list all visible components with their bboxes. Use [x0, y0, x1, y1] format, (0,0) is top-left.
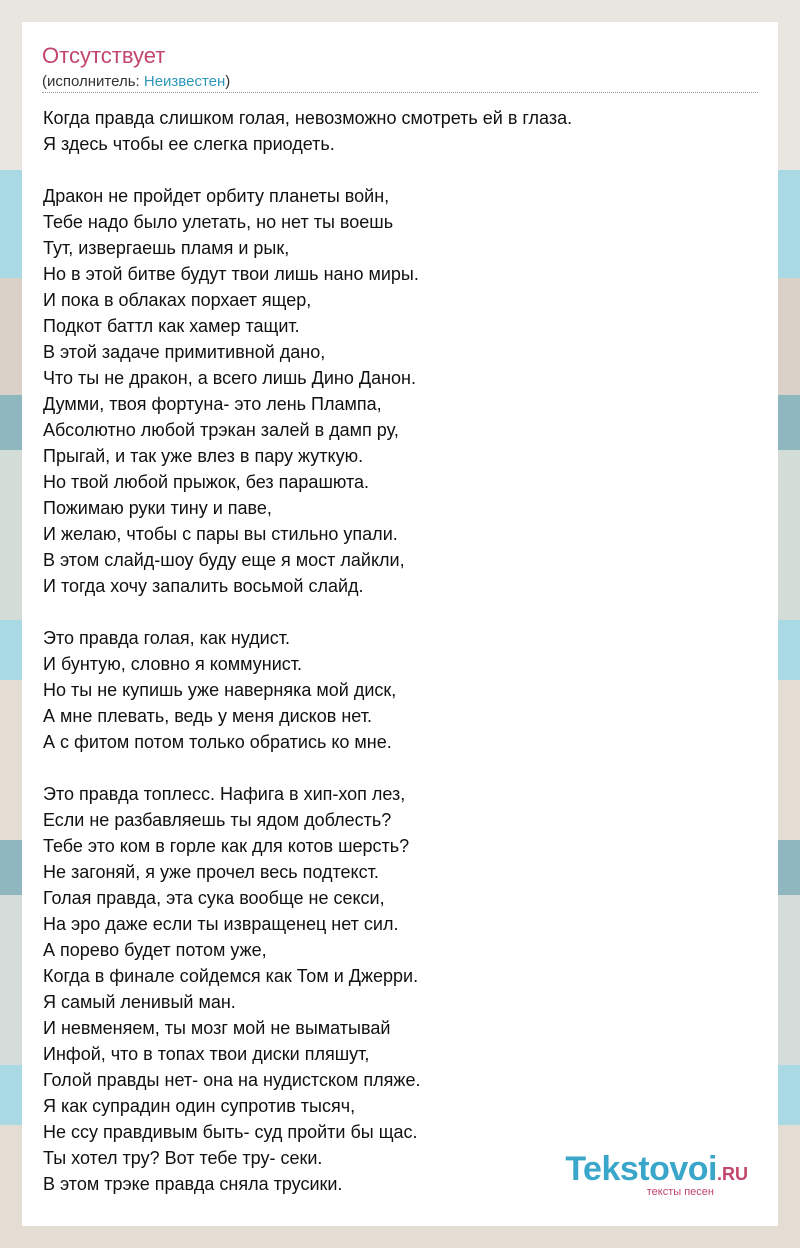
lyrics-line: Это правда голая, как нудист.	[43, 628, 290, 648]
lyrics-line: Голая правда, эта сука вообще не секси,	[43, 888, 385, 908]
logo-name: Tekstovoi	[565, 1150, 717, 1188]
lyrics-line: Голой правды нет- она на нудистском пляже.	[43, 1070, 421, 1090]
lyrics-line: Но в этой битве будут твои лишь нано миры.	[43, 264, 419, 284]
lyrics-line: Если не разбавляешь ты ядом доблесть?	[43, 810, 392, 830]
lyrics-line: И желаю, чтобы с пары вы стильно упали.	[43, 524, 398, 544]
lyrics-line: Что ты не дракон, а всего лишь Дино Данон.	[43, 368, 416, 388]
lyrics-line: Тут, извергаешь пламя и рык,	[43, 238, 290, 258]
artist-line	[42, 72, 758, 92]
lyrics-text	[43, 105, 759, 1223]
artist-suffix: )	[225, 73, 231, 90]
lyrics-line: Когда в финале сойдемся как Том и Джерри.	[43, 966, 419, 986]
lyrics-line: В этой задаче примитивной дано,	[43, 342, 326, 362]
lyrics-stanza	[43, 625, 759, 755]
lyrics-line: Я здесь чтобы ее слегка приодеть.	[43, 134, 335, 154]
lyrics-line: Дракон не пройдет орбиту планеты войн,	[43, 186, 390, 206]
lyrics-line: Это правда топлесс. Нафига в хип-хоп лез,	[43, 784, 406, 804]
lyrics-line: В этом трэке правда сняла трусики.	[43, 1174, 343, 1194]
lyrics-line: И пока в облаках порхает ящер,	[43, 290, 312, 310]
lyrics-line: Ты хотел тру? Вот тебе тру- секи.	[43, 1148, 323, 1168]
lyrics-line: Инфой, что в топах твои диски пляшут,	[43, 1044, 370, 1064]
lyrics-line: А с фитом потом только обратись ко мне.	[43, 732, 392, 752]
lyrics-line: Я как супрадин один супротив тысяч,	[43, 1096, 356, 1116]
lyrics-line: В этом слайд-шоу буду еще я мост лайкли,	[43, 550, 405, 570]
lyrics-stanza	[43, 183, 759, 599]
lyrics-line: Но ты не купишь уже наверняка мой диск,	[43, 680, 397, 700]
lyrics-line: Но твой любой прыжок, без парашюта.	[43, 472, 370, 492]
lyrics-line: И бунтую, словно я коммунист.	[43, 654, 303, 674]
lyrics-line: Тебе это ком в горле как для котов шерсть?	[43, 836, 410, 856]
lyrics-line: Подкот баттл как хамер тащит.	[43, 316, 300, 336]
lyrics-line: Не загоняй, я уже прочел весь подтекст.	[43, 862, 379, 882]
lyrics-line: А мне плевать, ведь у меня дисков нет.	[43, 706, 372, 726]
lyrics-card	[22, 22, 778, 1226]
site-logo[interactable]	[565, 1152, 748, 1198]
lyrics-stanza	[43, 781, 759, 1197]
lyrics-line: Тебе надо было улетать, но нет ты воешь	[43, 212, 394, 232]
artist-prefix: (исполнитель:	[42, 73, 144, 90]
logo-tld: .RU	[717, 1164, 748, 1184]
artist-link[interactable]: Неизвестен	[143, 73, 226, 90]
logo-tagline: тексты песен	[646, 1186, 714, 1198]
lyrics-line: Прыгай, и так уже влез в пару жуткую.	[43, 446, 364, 466]
lyrics-stanza	[43, 105, 759, 157]
lyrics-line: На эро даже если ты извращенец нет сил.	[43, 914, 399, 934]
lyrics-line: Абсолютно любой трэкан залей в дамп ру,	[43, 420, 399, 440]
song-title: Отсутствует	[42, 43, 166, 68]
lyrics-line: Пожимаю руки тину и паве,	[43, 498, 272, 518]
lyrics-line: Я самый ленивый ман.	[43, 992, 236, 1012]
header-divider	[42, 92, 758, 93]
song-header	[42, 42, 758, 92]
lyrics-line: Думми, твоя фортуна- это лень Плампа,	[43, 394, 382, 414]
lyrics-line: И невменяем, ты мозг мой не выматывай	[43, 1018, 391, 1038]
lyrics-line: А порево будет потом уже,	[43, 940, 267, 960]
lyrics-line: И тогда хочу запалить восьмой слайд.	[43, 576, 364, 596]
lyrics-line: Когда правда слишком голая, невозможно смотреть ей в глаза.	[43, 108, 573, 128]
lyrics-line: Не ссу правдивым быть- суд пройти бы щас.	[43, 1122, 418, 1142]
